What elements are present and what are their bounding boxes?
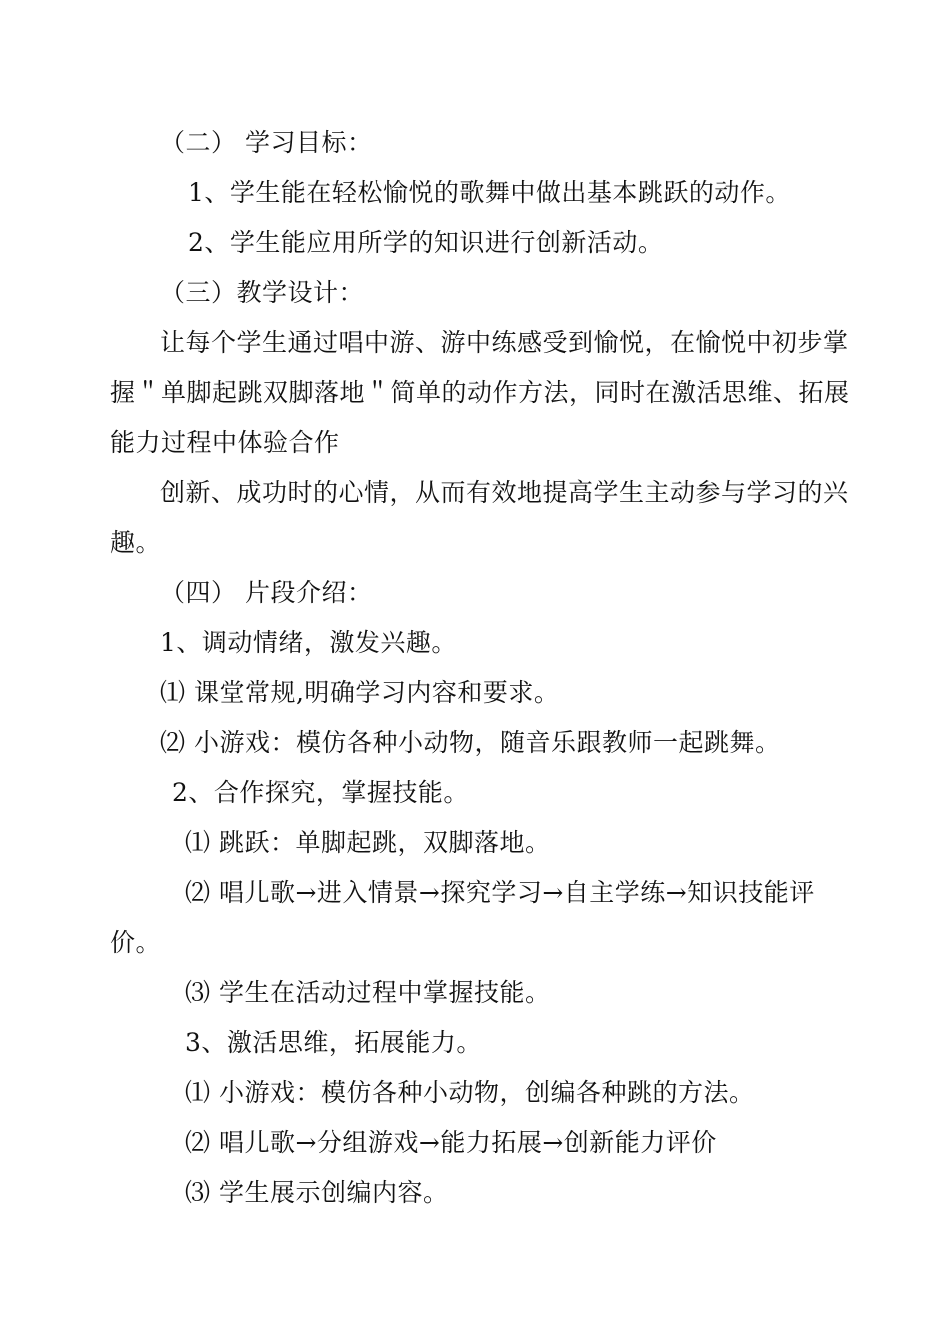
step-heading-3: 3、激活思维，拓展能力。: [185, 1028, 482, 1057]
step-3-item-2: ⑵ 唱儿歌→分组游戏→能力拓展→创新能力评价: [185, 1128, 717, 1157]
step-2-item-2-continued: 价。: [110, 928, 162, 957]
goal-item-1: 1、学生能在轻松愉悦的歌舞中做出基本跳跃的动作。: [188, 178, 791, 207]
step-2-item-3: ⑶ 学生在活动过程中掌握技能。: [185, 978, 551, 1007]
section-heading-learning-goals: （二） 学习目标：: [160, 128, 373, 157]
paragraph-line: 让每个学生通过唱中游、游中练感受到愉悦，在愉悦中初步掌: [160, 328, 849, 357]
paragraph-line: 趣。: [110, 528, 162, 557]
paragraph-line: 能力过程中体验合作: [110, 428, 340, 457]
step-heading-1: 1、调动情绪，激发兴趣。: [160, 628, 457, 657]
section-heading-teaching-design: （三）教学设计：: [160, 278, 365, 307]
step-1-item-2: ⑵ 小游戏：模仿各种小动物，随音乐跟教师一起跳舞。: [160, 728, 781, 757]
step-2-item-2: ⑵ 唱儿歌→进入情景→探究学习→自主学练→知识技能评: [185, 878, 815, 907]
goal-item-2: 2、学生能应用所学的知识进行创新活动。: [188, 228, 664, 257]
step-3-item-3: ⑶ 学生展示创编内容。: [185, 1178, 449, 1207]
step-2-item-1: ⑴ 跳跃：单脚起跳，双脚落地。: [185, 828, 551, 857]
paragraph-line: 握＂单脚起跳双脚落地＂简单的动作方法，同时在激活思维、拓展: [110, 378, 850, 407]
section-heading-segment-intro: （四） 片段介绍：: [160, 578, 373, 607]
step-3-item-1: ⑴ 小游戏：模仿各种小动物，创编各种跳的方法。: [185, 1078, 755, 1107]
step-1-item-1: ⑴ 课堂常规,明确学习内容和要求。: [160, 678, 560, 707]
paragraph-line: 创新、成功时的心情，从而有效地提高学生主动参与学习的兴: [160, 478, 849, 507]
step-heading-2: 2、合作探究，掌握技能。: [172, 778, 469, 807]
